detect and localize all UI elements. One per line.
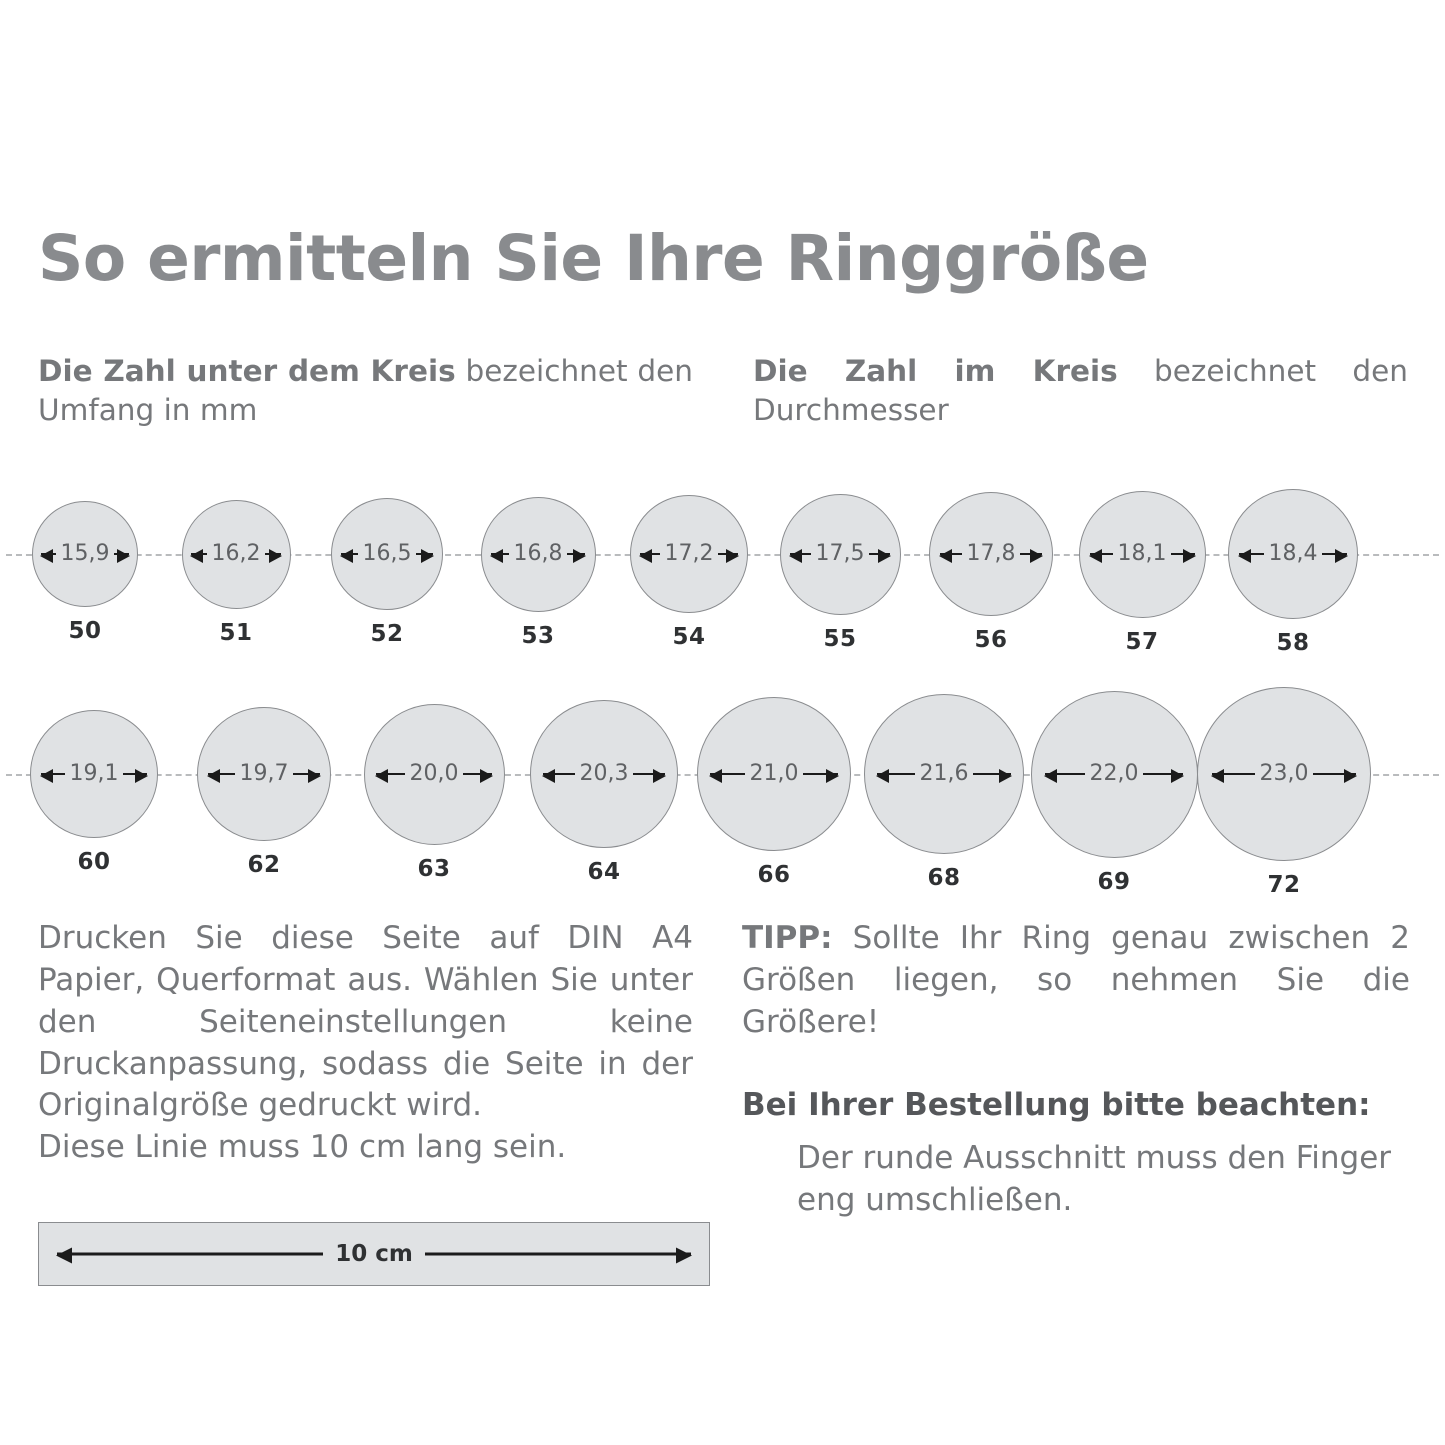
diameter-value: 18,1 — [1113, 543, 1172, 565]
circle-shape — [864, 694, 1025, 855]
intro-right-bold: Die Zahl im Kreis — [753, 354, 1118, 388]
ring-size-circle-54 — [630, 495, 748, 650]
circumference-label: 53 — [521, 622, 555, 649]
diameter-value: 21,6 — [915, 763, 974, 785]
ring-size-circle-60 — [30, 710, 158, 875]
diameter-value: 19,7 — [235, 763, 294, 785]
notice-body: Der runde Ausschnitt muss den Finger eng umschließen. — [797, 1140, 1392, 1219]
diameter-value: 19,1 — [65, 763, 124, 785]
ring-size-circle-55 — [780, 494, 901, 652]
circumference-label: 51 — [219, 619, 253, 646]
tip-text: Sollte Ihr Ring genau zwischen 2 Größen liegen, so nehmen Sie die Größere! — [742, 920, 1410, 1040]
notice-heading: Bei Ihrer Bestellung bitte beachten: — [742, 1086, 1371, 1123]
ruler-reference-bar — [38, 1222, 710, 1286]
diameter-value: 16,8 — [509, 543, 568, 565]
diameter-value: 22,0 — [1085, 763, 1144, 785]
circle-shape — [182, 500, 291, 609]
ring-size-circle-68 — [864, 694, 1025, 892]
ring-size-circle-63 — [364, 704, 505, 882]
circumference-label: 62 — [247, 852, 281, 879]
line-instruction-text: Diese Linie muss 10 cm lang sein. — [38, 1129, 567, 1166]
circumference-label: 55 — [823, 625, 857, 652]
circumference-label: 50 — [68, 618, 102, 644]
intro-section — [38, 352, 1410, 430]
diameter-value: 16,2 — [207, 543, 266, 565]
ring-size-circle-53 — [481, 497, 596, 649]
circumference-label: 56 — [974, 627, 1008, 653]
print-instructions-text: Drucken Sie diese Seite auf DIN A4 Papier, Querformat aus. Wählen Sie unter den Seiteneinstellungen keine Druckanpassung, sodass die Seite in der Originalgröße gedruckt wird. — [38, 920, 693, 1124]
diameter-value: 15,9 — [56, 543, 115, 565]
circle-row-2 — [0, 686, 1445, 898]
print-instructions-block — [38, 918, 693, 1169]
diameter-value: 18,4 — [1264, 543, 1323, 565]
circle-shape — [630, 495, 748, 613]
intro-right-rest: bezeichnet den Durchmesser — [753, 354, 1408, 427]
circle-shape — [1197, 687, 1371, 861]
circle-shape — [481, 497, 596, 612]
tip-label: TIPP: — [742, 920, 833, 956]
circle-shape — [364, 704, 505, 845]
ruler-label-wrap — [39, 1241, 709, 1267]
intro-left-bold: Die Zahl unter dem Kreis — [38, 354, 456, 388]
circle-shape — [197, 707, 332, 842]
circle-shape — [32, 501, 138, 607]
page-title: So ermitteln Sie Ihre Ringgröße — [38, 222, 1149, 295]
circle-row-1 — [0, 478, 1445, 678]
diameter-value: 17,5 — [811, 543, 870, 565]
ring-size-circle-57 — [1079, 491, 1206, 655]
circumference-label: 52 — [370, 621, 404, 647]
diameter-value: 20,0 — [405, 763, 464, 785]
ring-size-circle-58 — [1228, 489, 1358, 656]
circumference-label: 60 — [77, 849, 111, 875]
intro-left — [38, 352, 693, 430]
circumference-label: 57 — [1125, 628, 1159, 655]
circle-shape — [1031, 691, 1198, 858]
ruler-label: 10 cm — [323, 1241, 425, 1267]
circumference-label: 64 — [587, 858, 621, 885]
ring-size-circle-64 — [530, 700, 678, 885]
circumference-label: 63 — [417, 855, 451, 882]
diameter-value: 17,2 — [660, 543, 719, 565]
diameter-value: 21,0 — [745, 763, 804, 785]
circle-shape — [1079, 491, 1206, 618]
ring-size-circle-69 — [1031, 691, 1198, 895]
circumference-label: 69 — [1097, 868, 1131, 895]
circumference-label: 68 — [927, 865, 961, 892]
circle-shape — [530, 700, 678, 848]
circle-shape — [780, 494, 901, 615]
circle-row-1-circles — [0, 478, 1445, 678]
circle-shape — [929, 492, 1053, 616]
intro-right — [753, 352, 1408, 430]
circle-shape — [331, 498, 443, 610]
diameter-value: 20,3 — [575, 763, 634, 785]
circle-shape — [1228, 489, 1358, 619]
circumference-label: 54 — [672, 624, 706, 650]
circumference-label: 58 — [1276, 630, 1310, 656]
ring-size-circle-50 — [32, 501, 138, 644]
ring-size-circle-72 — [1197, 687, 1371, 898]
ring-size-circle-52 — [331, 498, 443, 647]
circumference-label: 72 — [1267, 871, 1301, 898]
ring-size-circle-51 — [182, 500, 291, 646]
diameter-value: 17,8 — [962, 543, 1021, 565]
tip-paragraph — [742, 918, 1410, 1044]
tip-block — [742, 918, 1410, 1222]
circle-row-2-circles — [0, 686, 1445, 898]
diameter-value: 23,0 — [1255, 763, 1314, 785]
circle-shape — [697, 697, 851, 851]
ring-size-circle-62 — [197, 707, 332, 879]
intro-left-rest: bezeichnet den Umfang in mm — [38, 354, 693, 427]
ring-size-circle-66 — [697, 697, 851, 888]
diameter-value: 16,5 — [358, 543, 417, 565]
circumference-label: 66 — [757, 862, 791, 888]
ring-size-circle-56 — [929, 492, 1053, 653]
circle-shape — [30, 710, 158, 838]
